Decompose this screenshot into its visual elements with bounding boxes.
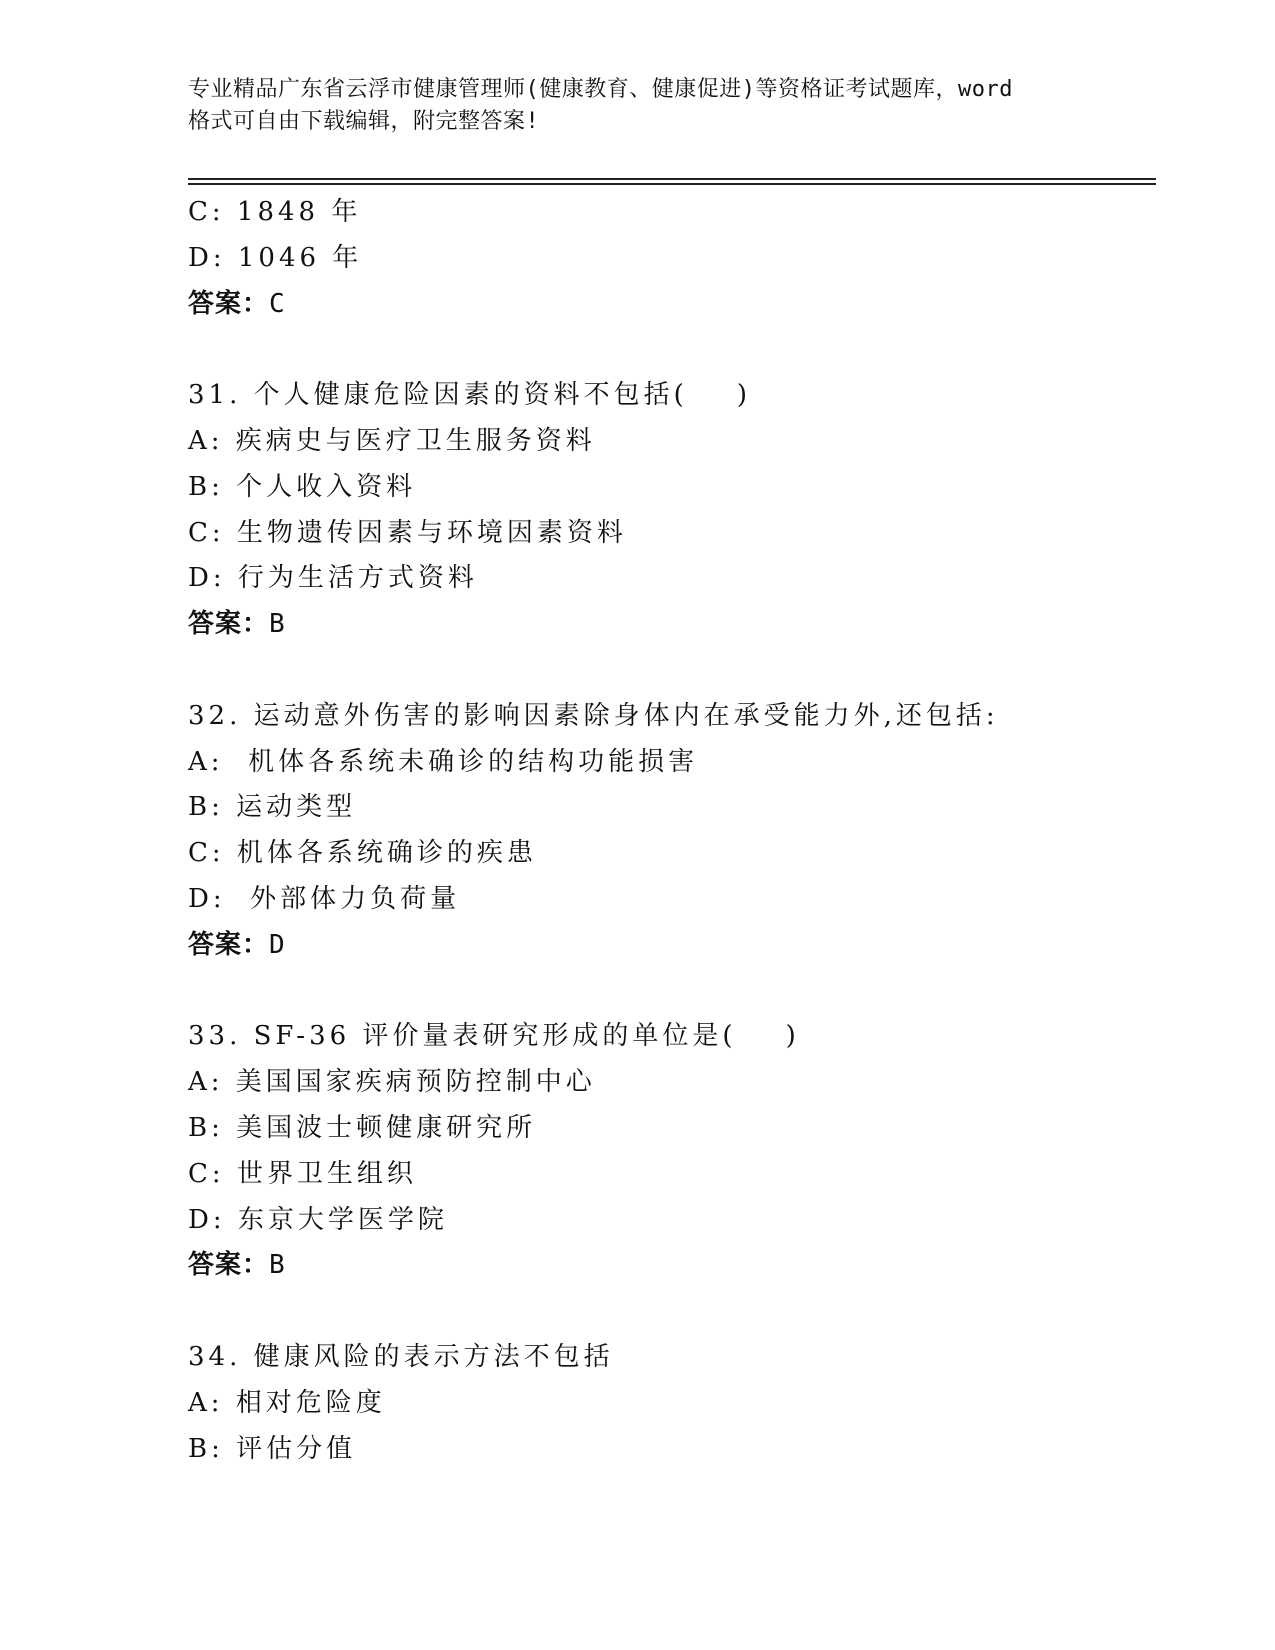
question-text: 33. SF-36 评价量表研究形成的单位是( ) <box>188 1021 800 1052</box>
option-b: B: 评估分值 <box>188 1433 357 1464</box>
answer-value: B <box>269 609 286 640</box>
question-33 <box>188 1014 1148 1289</box>
option-d: D: 行为生活方式资料 <box>188 563 478 594</box>
question-text: 34. 健康风险的表示方法不包括 <box>188 1341 614 1372</box>
question-list <box>188 190 1148 1472</box>
answer-line <box>188 923 1148 969</box>
option-c: C: 1848 年 <box>188 197 362 227</box>
option-b: B: 美国波士顿健康研究所 <box>188 1112 537 1143</box>
option-a: A: 疾病史与医疗卫生服务资料 <box>188 425 596 456</box>
question-31 <box>188 373 1148 648</box>
question-text: 32. 运动意外伤害的影响因素除身体内在承受能力外,还包括: <box>188 700 999 731</box>
option-c: C: 生物遗传因素与环境因素资料 <box>188 517 627 548</box>
answer-line <box>188 1243 1148 1289</box>
answer-label: 答案： <box>188 609 270 640</box>
option-c: C: 机体各系统确诊的疾患 <box>188 838 537 869</box>
answer-label: 答案： <box>188 288 270 319</box>
header-line-1: 专业精品广东省云浮市健康管理师(健康教育、健康促进)等资格证考试题库，word <box>188 77 1013 102</box>
option-d: D: 东京大学医学院 <box>188 1204 448 1235</box>
header-rule-bottom <box>188 183 1156 185</box>
answer-label: 答案： <box>188 929 270 960</box>
question-30-tail <box>188 190 1148 327</box>
header-line-2: 格式可自由下载编辑，附完整答案! <box>188 109 540 134</box>
question-34 <box>188 1335 1148 1472</box>
answer-label: 答案： <box>188 1250 270 1281</box>
question-text: 31. 个人健康危险因素的资料不包括( ) <box>188 380 751 411</box>
answer-line <box>188 282 1148 328</box>
question-32 <box>188 694 1148 969</box>
answer-value: D <box>269 929 286 960</box>
option-b: B: 运动类型 <box>188 792 357 823</box>
header-rule-top <box>188 178 1156 180</box>
option-a: A: 机体各系统未确诊的结构功能损害 <box>188 746 699 777</box>
option-b: B: 个人收入资料 <box>188 471 417 502</box>
option-d: D: 1046 年 <box>188 242 363 273</box>
option-a: A: 相对危险度 <box>188 1387 386 1418</box>
option-a: A: 美国国家疾病预防控制中心 <box>188 1067 596 1098</box>
option-d: D: 外部体力负荷量 <box>188 883 461 914</box>
option-c: C: 世界卫生组织 <box>188 1158 417 1189</box>
answer-line <box>188 602 1148 648</box>
document-header <box>188 74 1088 138</box>
answer-value: C <box>269 288 286 319</box>
answer-value: B <box>269 1250 286 1281</box>
